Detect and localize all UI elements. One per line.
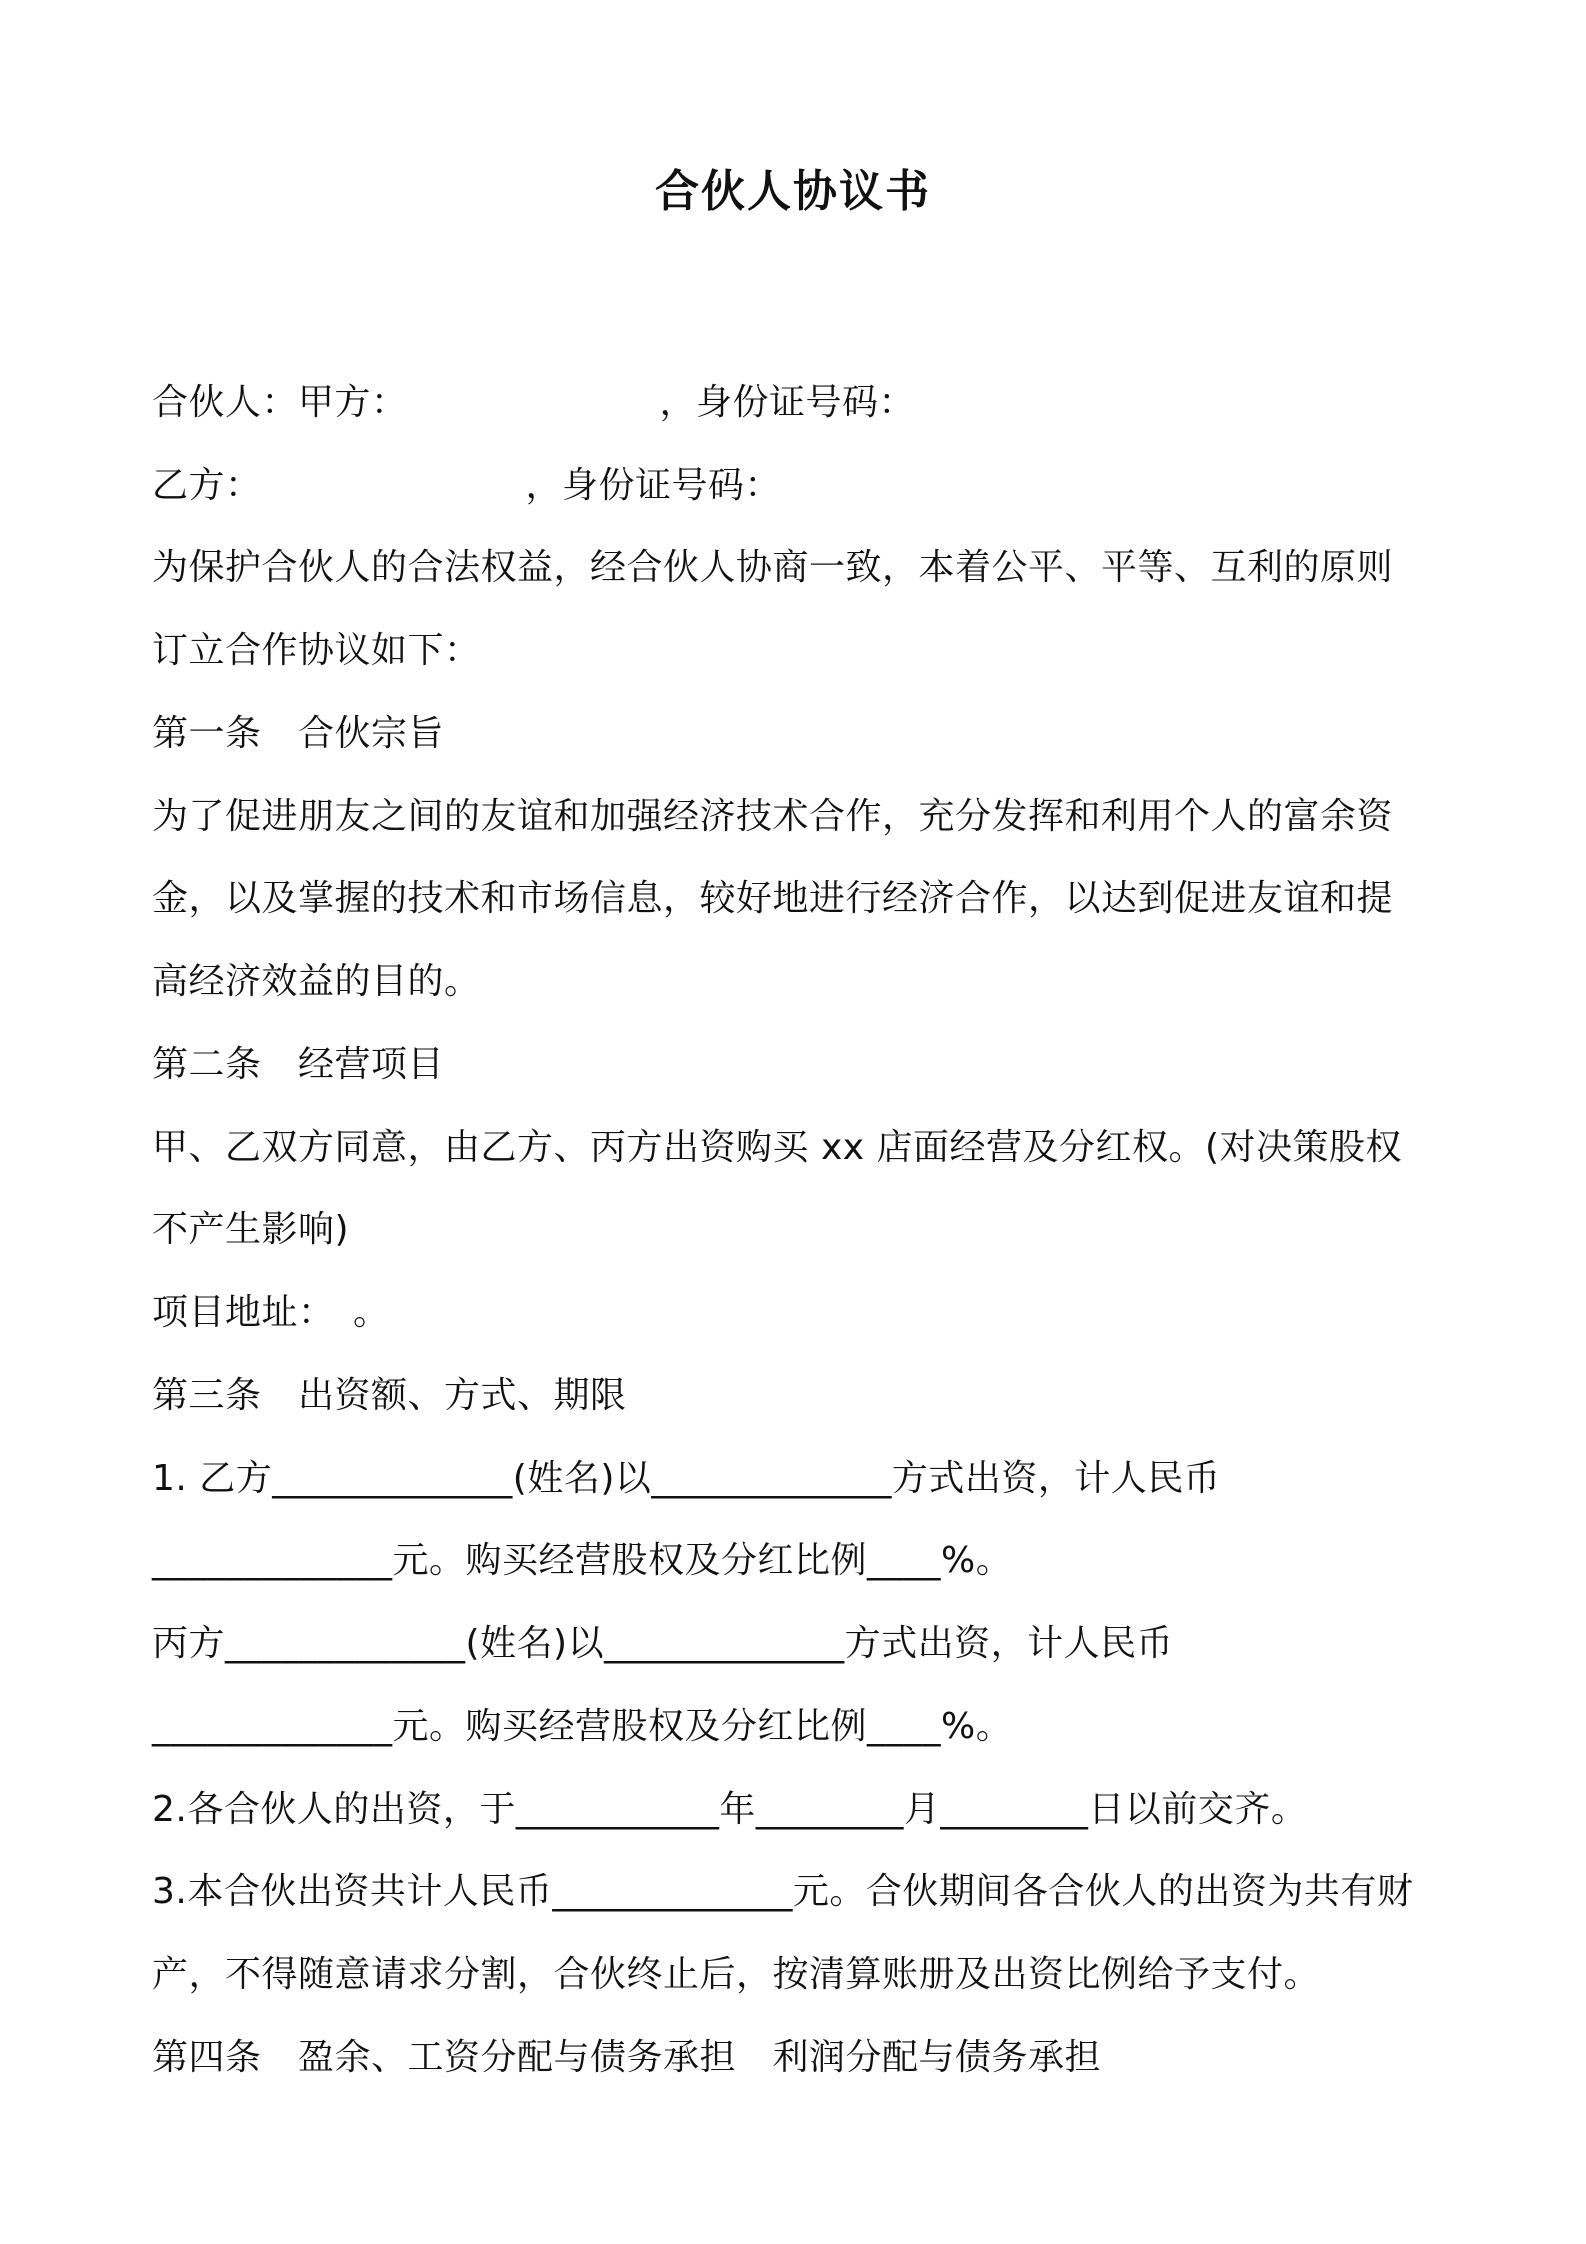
clause-3-line-1: 3.本合伙出资共计人民币_____________元。合伙期间各合伙人的出资为共有财 xyxy=(152,1871,1414,1912)
article-1-body-line-2: 金，以及掌握的技术和市场信息，较好地进行经济合作，以达到促进友谊和提 xyxy=(152,878,1394,919)
preamble-line-1: 为保护合伙人的合法权益，经合伙人协商一致，本着公平、平等、互利的原则 xyxy=(152,547,1394,588)
article-1-heading: 第一条 合伙宗旨 xyxy=(152,713,445,754)
article-2-heading: 第二条 经营项目 xyxy=(152,1044,445,1085)
party-a-label: 合伙人：甲方： xyxy=(152,382,408,423)
preamble-line-2: 订立合作协议如下： xyxy=(152,630,481,671)
project-address: 项目地址： 。 xyxy=(152,1292,390,1333)
article-4-heading: 第四条 盈余、工资分配与债务承担 利润分配与债务承担 xyxy=(152,2037,1102,2078)
article-1-body-line-3: 高经济效益的目的。 xyxy=(152,961,481,1002)
party-b-label: 乙方： xyxy=(152,465,262,506)
clause-1-party-c-amount: _____________元。购买经营股权及分红比例____%。 xyxy=(152,1706,1013,1747)
clause-3-line-2: 产，不得随意请求分割，合伙终止后，按清算账册及出资比例给予支付。 xyxy=(152,1954,1321,1995)
party-a-id-label: ，身份证号码： xyxy=(659,382,916,423)
clause-2: 2.各合伙人的出资，于___________年________月________日以前交齐。 xyxy=(152,1789,1308,1830)
party-b-line xyxy=(152,459,781,513)
party-a-line xyxy=(152,376,915,430)
article-2-body-line-1: 甲、乙双方同意，由乙方、丙方出资购买 xx 店面经营及分红权。(对决策股权 xyxy=(152,1127,1403,1168)
article-1-body-line-1: 为了促进朋友之间的友谊和加强经济技术合作，充分发挥和利用个人的富余资 xyxy=(152,796,1394,837)
clause-1-party-b-amount: _____________元。购买经营股权及分红比例____%。 xyxy=(152,1540,1013,1581)
article-3-heading: 第三条 出资额、方式、期限 xyxy=(152,1375,627,1416)
party-b-id-label: ，身份证号码： xyxy=(525,465,782,506)
clause-1-party-b: 1. 乙方_____________(姓名)以_____________方式出资，计人民币 xyxy=(152,1458,1221,1499)
document-title: 合伙人协议书 xyxy=(655,166,931,217)
article-2-body-line-2: 不产生影响) xyxy=(152,1209,350,1250)
clause-1-party-c: 丙方_____________(姓名)以_____________方式出资，计人民币 xyxy=(152,1623,1174,1664)
